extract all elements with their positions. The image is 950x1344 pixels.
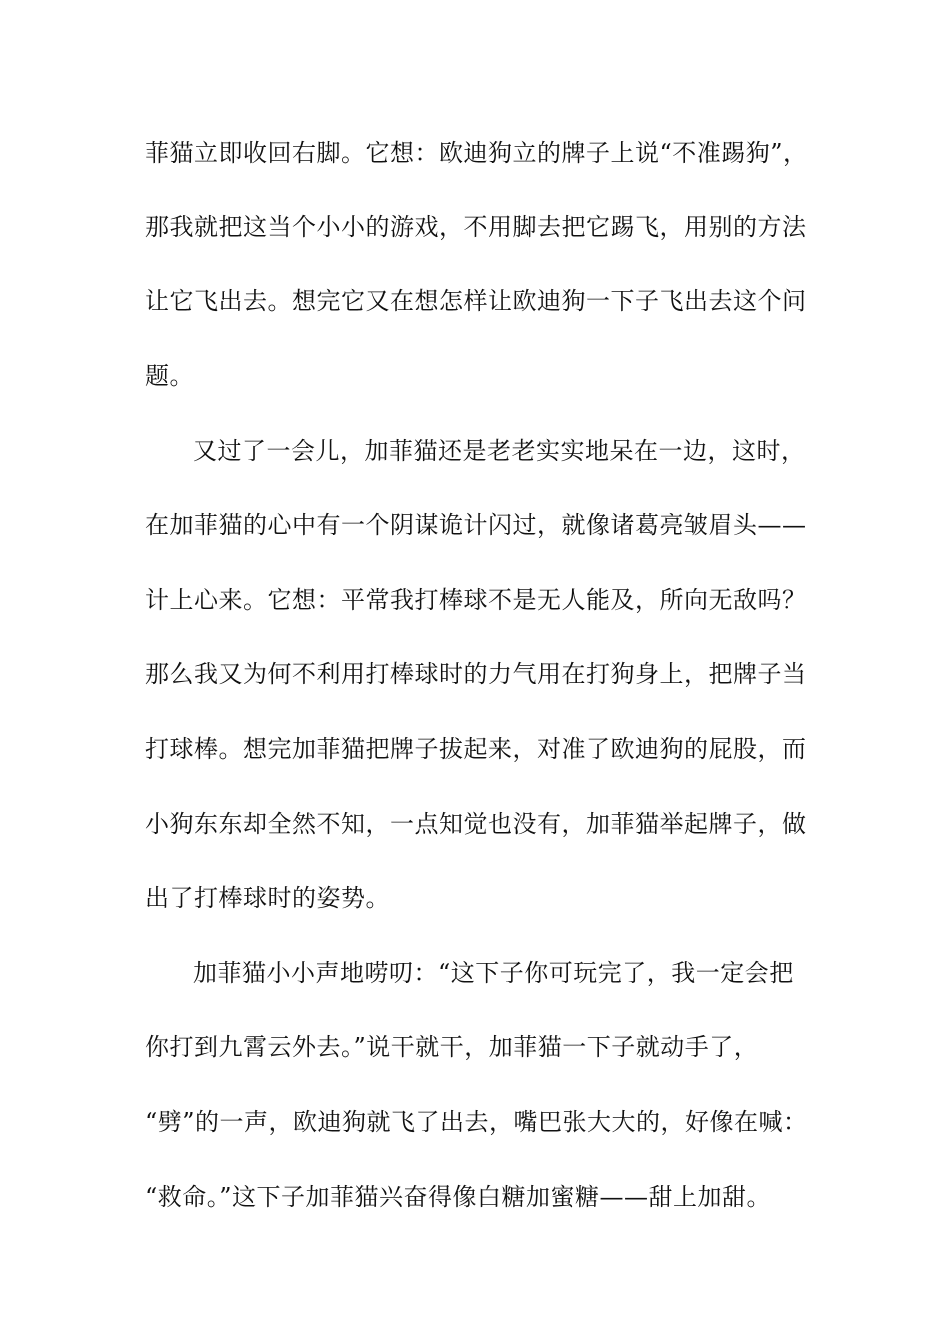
text-line: 出了打棒球时的姿势。	[145, 884, 390, 912]
text-line: 那么我又为何不利用打棒球时的力气用在打狗身上，把牌子当	[145, 660, 807, 688]
text-line: 你打到九霄云外去。”说干就干，加菲猫一下子就动手了，	[145, 1033, 759, 1061]
text-line: 那我就把这当个小小的游戏，不用脚去把它踢飞，用别的方法	[145, 213, 807, 241]
text-line: 小狗东东却全然不知，一点知觉也没有，加菲猫举起牌子，做	[145, 810, 807, 838]
text-line: “劈”的一声，欧迪狗就飞了出去，嘴巴张大大的，好像在喊：	[145, 1108, 808, 1136]
paragraph-start-line: 又过了一会儿，加菲猫还是老老实实地呆在一边，这时，	[193, 437, 806, 465]
text-line: “救命。”这下子加菲猫兴奋得像白糖加蜜糖——甜上加甜。	[145, 1183, 772, 1211]
text-line: 计上心来。它想：平常我打棒球不是无人能及，所向无敌吗？	[145, 586, 807, 614]
paragraph-start-line: 加菲猫小小声地唠叨：“这下子你可玩完了，我一定会把	[193, 959, 794, 987]
text-line: 题。	[145, 362, 194, 390]
text-line: 让它飞出去。想完它又在想怎样让欧迪狗一下子飞出去这个问	[145, 287, 807, 315]
text-line: 打球棒。想完加菲猫把牌子拔起来，对准了欧迪狗的屁股，而	[145, 735, 807, 763]
text-line: 菲猫立即收回右脚。它想：欧迪狗立的牌子上说“不准踢狗”，	[145, 139, 808, 167]
text-line: 在加菲猫的心中有一个阴谋诡计闪过，就像诸葛亮皱眉头——	[145, 511, 807, 539]
